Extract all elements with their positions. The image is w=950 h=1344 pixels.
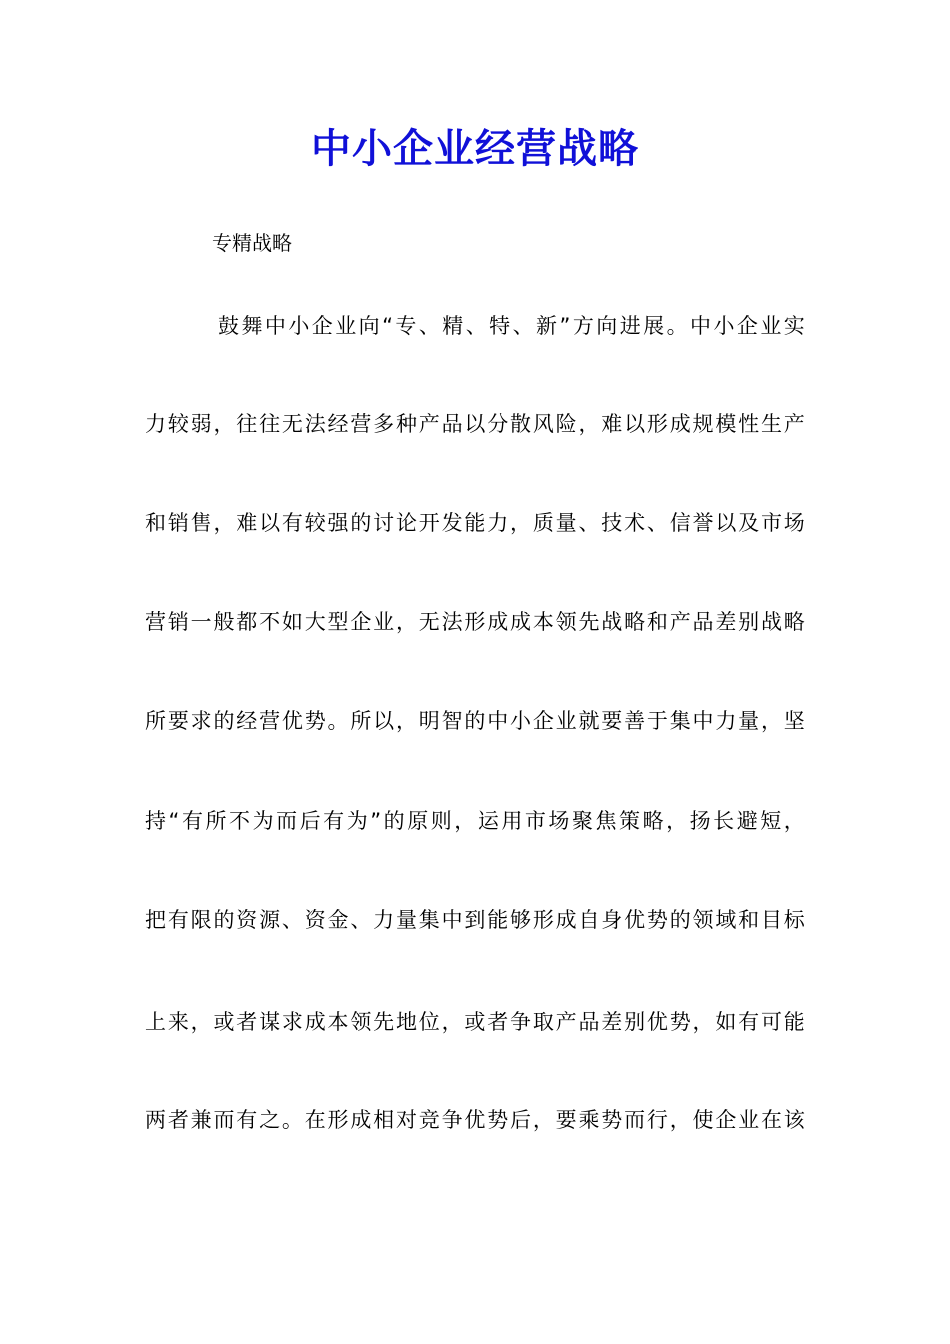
document-title: 中小企业经营战略 <box>311 125 639 172</box>
paragraph-line: 力较弱，往往无法经营多种产品以分散风险，难以形成规模性生产 <box>145 412 805 436</box>
paragraph-line: 鼓舞中小企业向“专、精、特、新”方向进展。中小企业实 <box>218 314 805 338</box>
paragraph-line: 上来，或者谋求成本领先地位，或者争取产品差别优势，如有可能 <box>145 1010 805 1034</box>
paragraph-line: 营销一般都不如大型企业，无法形成成本领先战略和产品差别战略 <box>145 610 805 634</box>
section-heading: 专精战略 <box>212 231 292 255</box>
paragraph-line: 持“有所不为而后有为”的原则，运用市场聚焦策略，扬长避短， <box>145 809 805 833</box>
paragraph-line: 所要求的经营优势。所以，明智的中小企业就要善于集中力量，坚 <box>145 709 805 733</box>
paragraph-line: 和销售，难以有较强的讨论开发能力，质量、技术、信誉以及市场 <box>145 511 805 535</box>
paragraph-line: 两者兼而有之。在形成相对竞争优势后，要乘势而行，使企业在该 <box>145 1108 805 1132</box>
paragraph-line: 把有限的资源、资金、力量集中到能够形成自身优势的领域和目标 <box>145 908 805 932</box>
